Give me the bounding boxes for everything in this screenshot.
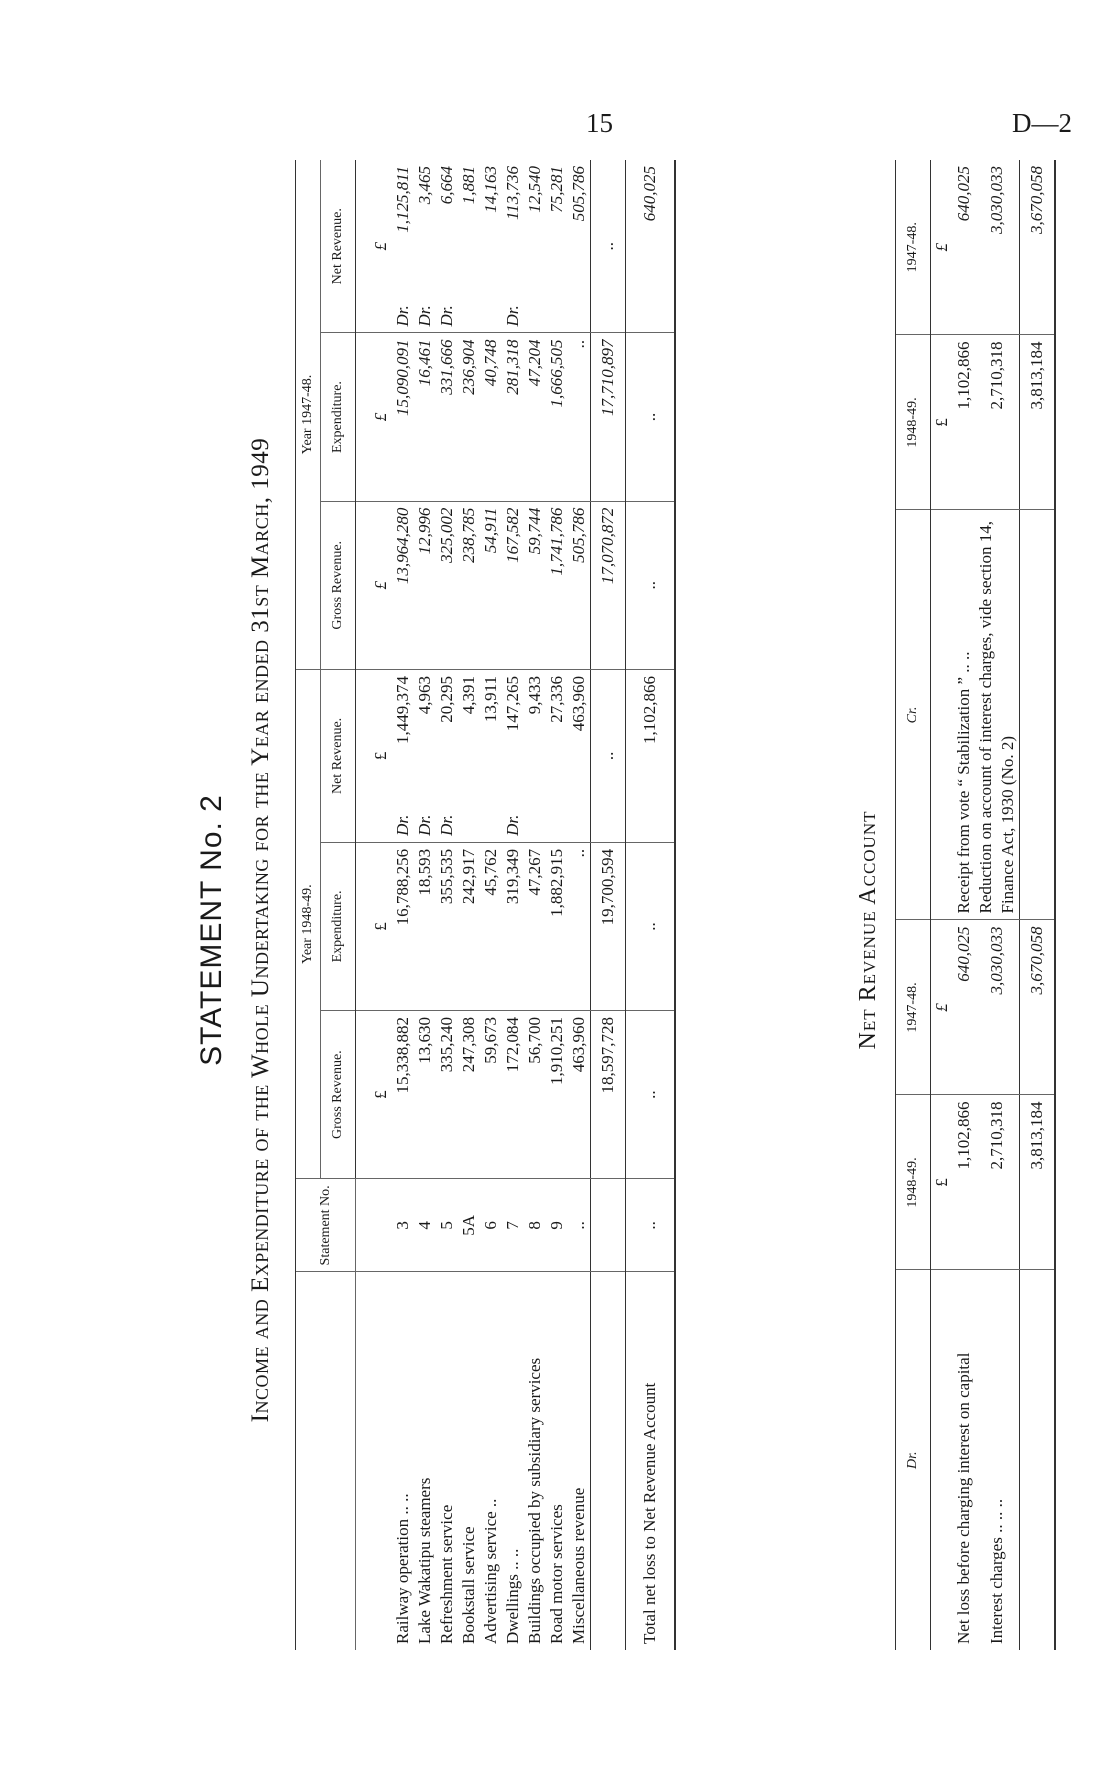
net-revenue-1947 (546, 160, 568, 333)
net-value: 4,391 (459, 675, 478, 715)
gross-revenue-1947: 505,786 (568, 501, 591, 669)
cr-year-1948-header: 1948-49. (896, 335, 931, 510)
net-loss-net-1948: 1,102,866 (626, 669, 676, 842)
net-value: 14,163 (481, 166, 500, 213)
net-revenue-1948 (392, 669, 414, 842)
document-code: D—2 (1012, 108, 1072, 138)
currency-symbol: £ (356, 160, 393, 333)
currency-symbol: £ (931, 160, 954, 335)
cr-total-1947: 3,670,058 (1020, 160, 1056, 335)
cr-year-1947-header: 1947-48. (896, 160, 931, 335)
expenditure-1947: 15,090,091 (392, 333, 414, 501)
currency-symbol: £ (931, 920, 954, 1095)
statement-number: 9 (546, 1179, 568, 1272)
cr-line-value-1947: 640,025 (953, 160, 975, 335)
row-label: Advertising service .. (481, 1498, 500, 1644)
net-revenue-1948 (458, 669, 480, 842)
debit-marker: Dr. (437, 814, 456, 836)
total-net-1948: .. (591, 669, 626, 842)
gross-revenue-1948: 56,700 (524, 1010, 546, 1178)
net-revenue-1948 (480, 669, 502, 842)
statement-number: 6 (480, 1179, 502, 1272)
expenditure-1947: 236,904 (458, 333, 480, 501)
net-value: 1,449,374 (393, 675, 412, 744)
net-revenue-1947 (568, 160, 591, 333)
gross-revenue-1948: 15,338,882 (392, 1010, 414, 1178)
gross-revenue-1948: 13,630 (414, 1010, 436, 1178)
gross-revenue-1948: 59,673 (480, 1010, 502, 1178)
net-loss-net-1947: 640,025 (626, 160, 676, 333)
gross-revenue-1947: 167,582 (502, 501, 524, 669)
currency-row (356, 160, 393, 1650)
cr-line-value-1948: 2,710,318 (975, 335, 1020, 510)
net-revenue-1948 (524, 669, 546, 842)
net-value: 113,736 (503, 166, 522, 220)
statement-number: 7 (502, 1179, 524, 1272)
table-row (392, 160, 414, 1650)
table-header-years (296, 160, 321, 1650)
net-revenue-header: Net Revenue. (321, 669, 356, 842)
net-value: 6,664 (437, 166, 456, 205)
net-revenue-1947 (392, 160, 414, 333)
cr-line-label: Reduction on account of interest charges, vide section 14, Finance Act, 1930 (No. 2) (975, 510, 1020, 920)
total-exp-1947: 17,710,897 (591, 333, 626, 501)
currency-symbol: £ (931, 335, 954, 510)
net-value: 20,295 (437, 675, 456, 723)
expenditure-1948: 319,349 (502, 842, 524, 1010)
nra-header-row (896, 160, 931, 1650)
cr-line-label: Receipt from vote “ Stabilization ” .. .. (953, 510, 975, 920)
dr-year-1948-header: 1948-49. (896, 1095, 931, 1270)
nra-currency-row (931, 160, 954, 1650)
table-row (414, 160, 436, 1650)
cr-total-1948: 3,813,184 (1020, 335, 1056, 510)
expenditure-1947: .. (568, 333, 591, 501)
expenditure-1947: 331,666 (436, 333, 458, 501)
description-header (296, 1272, 356, 1650)
net-revenue-header: Net Revenue. (321, 160, 356, 333)
expenditure-1948: 18,593 (414, 842, 436, 1010)
table-row (524, 160, 546, 1650)
net-value: 463,960 (569, 675, 588, 732)
income-expenditure-table (295, 160, 676, 1650)
nra-line (953, 160, 975, 1650)
net-revenue-account-title: Net Revenue Account (855, 810, 881, 1050)
row-label: Bookstall service (459, 1526, 478, 1644)
totals-row (591, 160, 626, 1650)
gross-revenue-1948: 1,910,251 (546, 1010, 568, 1178)
expenditure-header: Expenditure. (321, 333, 356, 501)
net-revenue-1948 (502, 669, 524, 842)
expenditure-1948: .. (568, 842, 591, 1010)
net-revenue-1948 (546, 669, 568, 842)
debit-marker: Dr. (415, 814, 434, 836)
net-loss-label: Total net loss to Net Revenue Account (626, 1272, 676, 1650)
expenditure-1948: 1,882,915 (546, 842, 568, 1010)
nra-line (975, 160, 1020, 1650)
table-row (436, 160, 458, 1650)
table-row (568, 160, 591, 1650)
net-revenue-1947 (414, 160, 436, 333)
net-revenue-account-table (895, 160, 1056, 1650)
dr-header: Dr. (896, 1270, 931, 1650)
net-value: 4,963 (415, 675, 434, 715)
net-loss-exp-1948: .. (626, 842, 676, 1010)
gross-revenue-1947: 54,911 (480, 501, 502, 669)
debit-marker: Dr. (437, 305, 456, 327)
net-revenue-1948 (568, 669, 591, 842)
debit-marker: Dr. (415, 305, 434, 327)
table-row (546, 160, 568, 1650)
currency-symbol: £ (356, 333, 393, 501)
net-value: 13,911 (481, 675, 500, 723)
currency-symbol: £ (356, 842, 393, 1010)
nra-totals-row (1020, 160, 1056, 1650)
net-loss-exp-1947: .. (626, 333, 676, 501)
net-loss-gross-1947: .. (626, 501, 676, 669)
total-gross-1947: 17,070,872 (591, 501, 626, 669)
net-value: 3,465 (415, 166, 434, 205)
statement-number: 5A (458, 1179, 480, 1272)
statement-subtitle: Income and Expenditure of the Whole Undertaking for the Year ended 31st March, 1949 (247, 437, 274, 1423)
year-1948-49-header: Year 1948-49. (296, 669, 321, 1178)
dr-line-label: Interest charges .. .. .. (987, 1498, 1006, 1644)
expenditure-1947: 1,666,505 (546, 333, 568, 501)
currency-symbol: £ (356, 669, 393, 842)
dr-total-1948: 3,813,184 (1020, 1095, 1056, 1270)
currency-symbol: £ (356, 501, 393, 669)
statement-number: 8 (524, 1179, 546, 1272)
net-value: 27,336 (547, 675, 566, 723)
gross-revenue-1947: 1,741,786 (546, 501, 568, 669)
gross-revenue-header: Gross Revenue. (321, 1010, 356, 1178)
dr-line-value-1948: 1,102,866 (953, 1095, 975, 1270)
expenditure-1947: 40,748 (480, 333, 502, 501)
net-value: 147,265 (503, 675, 522, 732)
expenditure-1948: 45,762 (480, 842, 502, 1010)
net-loss-gross-1948: .. (626, 1010, 676, 1178)
row-label: Refreshment service (437, 1504, 456, 1644)
net-loss-row (626, 160, 676, 1650)
expenditure-1947: 16,461 (414, 333, 436, 501)
dr-year-1947-header: 1947-48. (896, 920, 931, 1095)
gross-revenue-1947: 325,002 (436, 501, 458, 669)
net-revenue-1947 (502, 160, 524, 333)
row-label: Dwellings .. .. (503, 1548, 522, 1644)
gross-revenue-1948: 335,240 (436, 1010, 458, 1178)
page-number: 15 (586, 108, 613, 138)
total-exp-1948: 19,700,594 (591, 842, 626, 1010)
currency-symbol: £ (356, 1010, 393, 1178)
net-revenue-1948 (414, 669, 436, 842)
net-revenue-1947 (458, 160, 480, 333)
dr-total-1947: 3,670,058 (1020, 920, 1056, 1095)
table-row (458, 160, 480, 1650)
gross-revenue-header: Gross Revenue. (321, 501, 356, 669)
debit-marker: Dr. (393, 305, 412, 327)
gross-revenue-1947: 13,964,280 (392, 501, 414, 669)
gross-revenue-1947: 238,785 (458, 501, 480, 669)
net-value: 12,540 (525, 166, 544, 213)
gross-revenue-1947: 12,996 (414, 501, 436, 669)
row-label: Railway operation .. .. (393, 1493, 412, 1644)
net-value: 505,786 (569, 166, 588, 222)
net-value: 1,125,811 (393, 166, 412, 233)
debit-marker: Dr. (503, 305, 522, 327)
net-value: 1,881 (459, 166, 478, 205)
cr-line-value-1947: 3,030,033 (975, 160, 1020, 335)
dr-line-value-1947: 640,025 (953, 920, 975, 1095)
row-label: Buildings occupied by subsidiary services (525, 1357, 544, 1644)
net-revenue-1947 (480, 160, 502, 333)
statement-heading: STATEMENT No. 2 (195, 794, 228, 1066)
cr-line-value-1948: 1,102,866 (953, 335, 975, 510)
row-label: Miscellaneous revenue (569, 1487, 588, 1644)
gross-revenue-1948: 247,308 (458, 1010, 480, 1178)
net-revenue-1948 (436, 669, 458, 842)
expenditure-1948: 47,267 (524, 842, 546, 1010)
expenditure-header: Expenditure. (321, 842, 356, 1010)
net-value: 9,433 (525, 675, 544, 715)
total-gross-1948: 18,597,728 (591, 1010, 626, 1178)
expenditure-1948: 355,535 (436, 842, 458, 1010)
statement-number: 5 (436, 1179, 458, 1272)
statement-number: 3 (392, 1179, 414, 1272)
statement-number: 4 (414, 1179, 436, 1272)
expenditure-1947: 281,318 (502, 333, 524, 501)
dr-line-label: Net loss before charging interest on capital (954, 1352, 973, 1644)
gross-revenue-1948: 463,960 (568, 1010, 591, 1178)
cr-header: Cr. (896, 510, 931, 920)
expenditure-1948: 16,788,256 (392, 842, 414, 1010)
row-label: Road motor services (547, 1504, 566, 1644)
net-revenue-1947 (436, 160, 458, 333)
debit-marker: Dr. (503, 814, 522, 836)
table-row (502, 160, 524, 1650)
dr-line-value-1947: 3,030,033 (975, 920, 1020, 1095)
net-revenue-1947 (524, 160, 546, 333)
row-label: Lake Wakatipu steamers (415, 1477, 434, 1644)
debit-marker: Dr. (393, 814, 412, 836)
total-net-1947: .. (591, 160, 626, 333)
dr-line-value-1948: 2,710,318 (975, 1095, 1020, 1270)
currency-symbol: £ (931, 1095, 954, 1270)
rotated-content (195, 150, 1065, 1710)
expenditure-1947: 47,204 (524, 333, 546, 501)
gross-revenue-1948: 172,084 (502, 1010, 524, 1178)
net-loss-stmt: .. (626, 1179, 676, 1272)
statement-no-header: Statement No. (296, 1179, 356, 1272)
statement-number: .. (568, 1179, 591, 1272)
gross-revenue-1947: 59,744 (524, 501, 546, 669)
expenditure-1948: 242,917 (458, 842, 480, 1010)
net-value: 75,281 (547, 166, 566, 213)
table-row (480, 160, 502, 1650)
year-1947-48-header: Year 1947-48. (296, 160, 321, 669)
